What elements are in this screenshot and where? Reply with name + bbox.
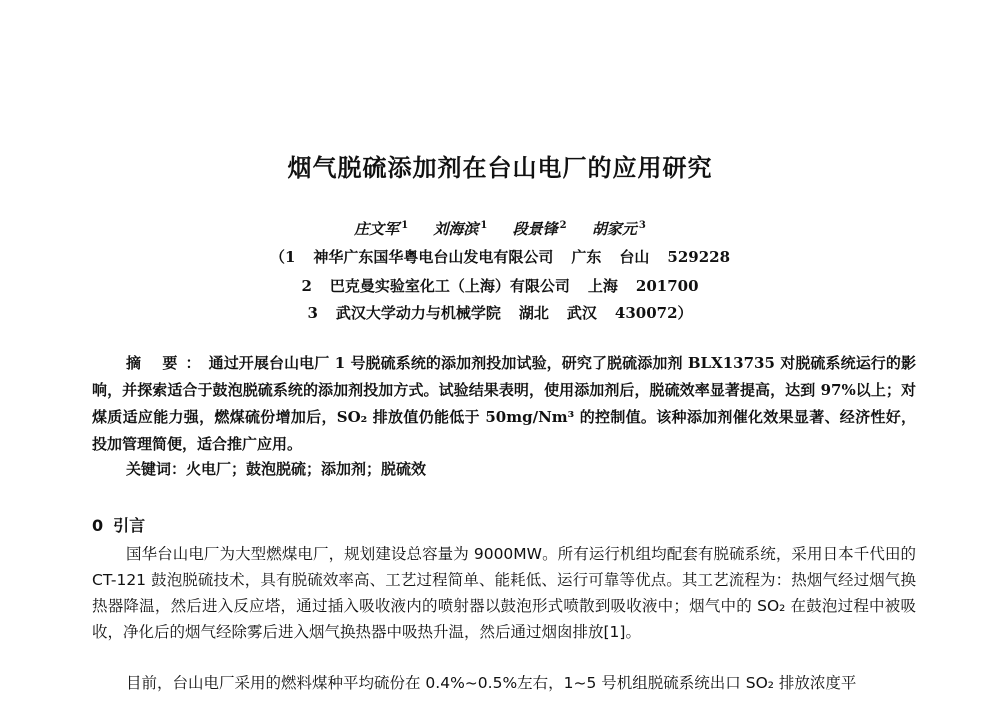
abstract-label: 摘 要：: [126, 354, 209, 372]
section-title: 引言: [113, 516, 146, 535]
affiliation-line: 3 武汉大学动力与机械学院 湖北 武汉 430072）: [307, 304, 693, 322]
paper-title: 烟气脱硫添加剂在台山电厂的应用研究: [287, 154, 713, 182]
keywords-text: 火电厂；鼓泡脱硫；添加剂；脱硫效: [186, 460, 427, 478]
section-heading: [92, 513, 145, 536]
author: 庄文军 $^1$: [354, 220, 409, 238]
author: 刘海滨 $^1$: [433, 220, 488, 238]
keywords-label: 关键词：: [126, 460, 187, 478]
section-paragraph-cut: 目前，台山电厂采用的燃料煤种平均硫份在 0.4%~0.5%左右，1~5 号机组脱硫系统出口 SO₂ 排放浓度平: [126, 674, 857, 692]
affiliation-line: （1 神华广东国华粤电台山发电有限公司 广东 台山 529228: [269, 248, 731, 266]
abstract-text: 通过开展台山电厂 1 号脱硫系统的添加剂投加试验，研究了脱硫添加剂 BLX13735 对脱硫系统运行的影响，并探索适合于鼓泡脱硫系统的添加剂投加方式。试验结果表明，使用添加剂后，脱硫效率显著提高，达到 97%以上；对煤质适应能力强，燃煤硫份增加后，SO₂ 排放值仍能低于 50mg/Nm³ 的控制值。该种添加剂催化效果显著、经济性好，投加管理简便，适合推广应用。: [92, 354, 916, 453]
author: 段景锋 $^2$: [512, 220, 567, 238]
author: 胡家元 $^3$: [591, 220, 646, 238]
section-paragraph: 国华台山电厂为大型燃煤电厂，规划建设总容量为 9000MW。所有运行机组均配套有脱硫系统，采用日本千代田的 CT-121 鼓泡脱硫技术，具有脱硫效率高、工艺过程简单、能耗低、运行可靠等优点。其工艺流程为：热烟气经过烟气换热器降温，然后进入反应塔，通过插入吸收液内的喷射器以鼓泡形式喷散到吸收液中；烟气中的 SO₂ 在鼓泡过程中被吸收，净化后的烟气经除雾后进入烟气换热器中吸热升温，然后通过烟囱排放[1]。: [92, 545, 916, 641]
abstract: [92, 350, 916, 458]
section-number: 0: [92, 516, 104, 535]
affiliation-line: 2 巴克曼实验室化工（上海）有限公司 上海 201700: [301, 277, 699, 295]
keywords: [126, 458, 426, 479]
author-list: [0, 218, 1000, 239]
